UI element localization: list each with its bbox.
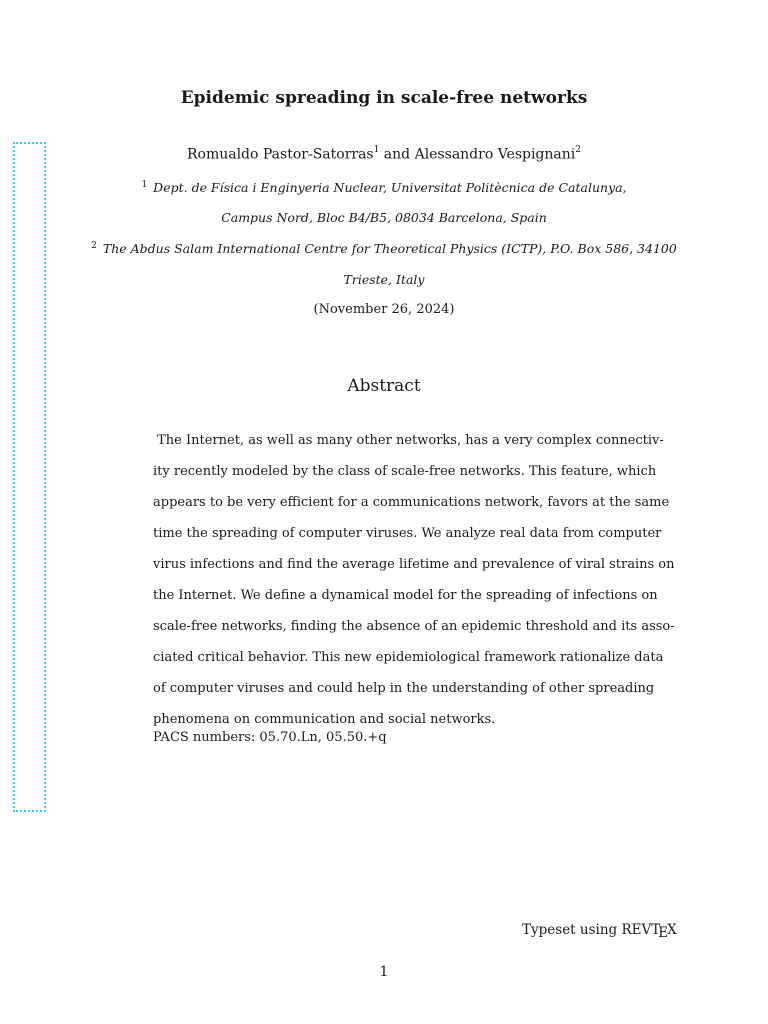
abstract-body <box>153 425 675 735</box>
page-number: 1 <box>379 964 389 980</box>
abstract-line: ity recently modeled by the class of scale-free networks. This feature, which <box>153 464 657 479</box>
author-line <box>0 146 768 163</box>
pacs-numbers: PACS numbers: 05.70.Ln, 05.50.+q <box>153 730 387 745</box>
abstract-line: virus infections and find the average lifetime and prevalence of viral strains on <box>153 557 675 572</box>
affiliation-1-text: Dept. de Física i Enginyeria Nuclear, Universitat Politècnica de Catalunya, <box>153 180 627 196</box>
abstract-line: ciated critical behavior. This new epidemiological framework rationalize data <box>153 650 664 665</box>
typeset-tex-e: E <box>658 925 669 941</box>
typeset-prefix: Typeset using REVT <box>522 922 661 938</box>
paper-title: Epidemic spreading in scale-free networks <box>180 88 588 108</box>
affiliation-2-text: The Abdus Salam International Centre for Theoretical Physics (ICTP), P.O. Box 586, 34100 <box>102 241 677 257</box>
affiliation-2-line-1 <box>0 241 768 256</box>
affiliation-1-line-1 <box>0 180 768 195</box>
affiliation-2-mark: 2 <box>91 241 97 251</box>
abstract-line: appears to be very efficient for a communications network, favors at the same <box>153 495 670 510</box>
abstract-line: of computer viruses and could help in the understanding of other spreading <box>153 681 655 696</box>
author-1-name: Romualdo Pastor-Satorras <box>186 146 374 163</box>
author-joiner: and <box>379 146 415 163</box>
abstract-line: phenomena on communication and social networks. <box>153 712 496 727</box>
affiliation-1-mark: 1 <box>141 180 148 190</box>
abstract-line: scale-free networks, finding the absence of an epidemic threshold and its asso- <box>153 619 675 634</box>
abstract-line: The Internet, as well as many other networks, has a very complex connectiv- <box>153 433 664 448</box>
author-2-mark: 2 <box>575 145 582 155</box>
abstract-heading: Abstract <box>347 376 421 396</box>
author-2-name: Alessandro Vespignani <box>414 146 576 163</box>
abstract-line: the Internet. We define a dynamical model for the spreading of infections on <box>153 588 658 603</box>
author-1-mark: 1 <box>373 145 380 155</box>
affiliation-1-line-2: Campus Nord, Bloc B4/B5, 08034 Barcelona, Spain <box>221 210 547 225</box>
typeset-tex-x: X <box>667 922 677 938</box>
affiliation-2-line-2: Trieste, Italy <box>343 272 425 287</box>
typeset-note <box>522 922 677 941</box>
abstract-line: time the spreading of computer viruses. We analyze real data from computer <box>153 526 662 541</box>
paper-date: (November 26, 2024) <box>313 302 455 317</box>
